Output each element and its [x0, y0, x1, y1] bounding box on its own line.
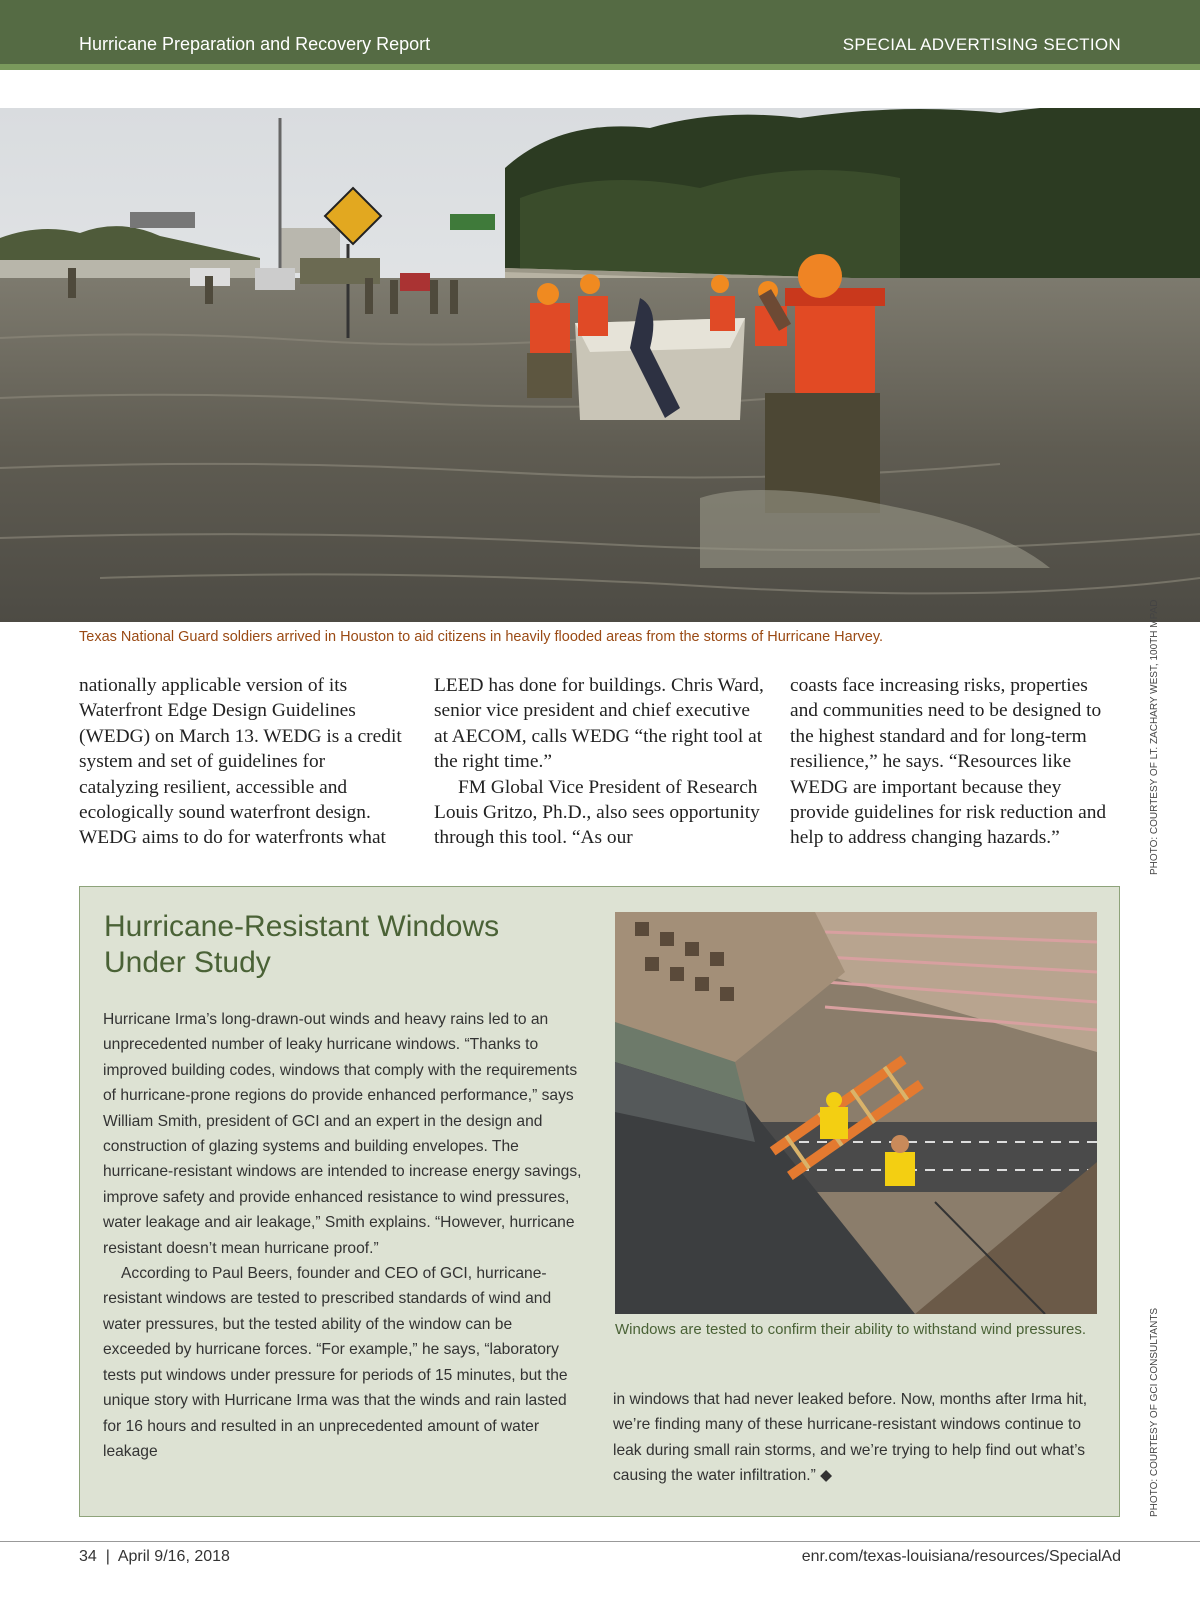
hero-caption: Texas National Guard soldiers arrived in Houston to aid citizens in heavily flooded areas from the storms of Hurricane Harvey.	[79, 629, 884, 645]
footer-url: enr.com/texas-louisiana/resources/SpecialAd	[801, 1548, 1121, 1565]
article-paragraph-text: FM Global Vice President of Research Louis Gritzo, Ph.D., also sees opportunity through this tool. “As our	[434, 776, 760, 849]
section-title: Hurricane Preparation and Recovery Report	[79, 34, 431, 54]
article-paragraph: coasts face increasing risks, properties and communities need to be designed to the highest standard and for long-term resilience,” he says. “Resources like WEDG are important because they provide guidelines for risk reduction and help to address changing hazards.”	[790, 675, 1107, 849]
window-testing-illustration	[615, 912, 1097, 1314]
sidebar-photo-credit: PHOTO: COURTESY OF GCI CONSULTANTS	[1149, 1307, 1160, 1517]
article-paragraph: nationally applicable version of its Waterfront Edge Design Guidelines (WEDG) on March 13. WEDG is a credit system and set of guidelines for catalyzing resilient, accessible and ecologically sound waterfront design. WEDG aims to do for waterfronts what	[79, 675, 402, 849]
sidebar-title: Hurricane-Resistant Windows Under Study	[104, 910, 500, 979]
section-label: SPECIAL ADVERTISING SECTION	[842, 35, 1121, 54]
hero-photo	[0, 108, 1200, 622]
header-rule	[0, 64, 1200, 70]
sidebar-box	[79, 886, 1120, 1517]
flood-rescue-illustration	[0, 108, 1200, 622]
hero-photo-credit: PHOTO: COURTESY OF LT. ZACHARY WEST, 100TH MPAD	[1149, 599, 1160, 875]
window-testing-photo	[615, 912, 1097, 1314]
article-paragraph-indented	[434, 775, 764, 851]
sidebar-paragraph-text: According to Paul Beers, founder and CEO of GCI, hurricane-resistant windows are tested to prescribed standards of wind and water pressures, but the tested ability of the window can be exceeded by hurricane forces. “For example,” he says, “laboratory tests put windows under pressure for periods of 15 minutes, but the unique story with Hurricane Irma was that the winds and rain lasted for 16 hours and resulted in an unprecedented amount of water leakage	[103, 1265, 568, 1460]
sidebar-paragraph-indented	[103, 1261, 583, 1464]
article-column-3	[790, 673, 1120, 851]
footer-rule	[0, 1541, 1200, 1542]
page-number-date: 34 | April 9/16, 2018	[79, 1548, 230, 1565]
sidebar-paragraph: in windows that had never leaked before. Now, months after Irma hit, we’re finding many of these hurricane-resistant windows continue to leak during small rain storms, and we’re trying to help find out what’s causing the water infiltration.” ◆	[613, 1391, 1088, 1485]
sidebar-photo-caption: Windows are tested to confirm their ability to withstand wind pressures.	[615, 1321, 1087, 1338]
sidebar-body-left	[103, 1007, 583, 1464]
article-column-1	[79, 673, 409, 851]
sidebar-paragraph: Hurricane Irma’s long-drawn-out winds and heavy rains led to an unprecedented number of leaky hurricane windows. “Thanks to improved building codes, windows that comply with the requirements of hurricane-prone regions do provide enhanced performance,” says William Smith, president of GCI and an expert in the design and construction of glazing systems and building envelopes. The hurricane-resistant windows are intended to increase energy savings, improve safety and provide enhanced resistance to wind pressures, water leakage and air leakage,” Smith explains. “However, hurricane resistant doesn’t mean hurricane proof.”	[103, 1011, 582, 1257]
article-column-2	[434, 673, 764, 851]
article-paragraph: LEED has done for buildings. Chris Ward, senior vice president and chief executive at AECOM, calls WEDG “the right tool at the right time.”	[434, 675, 764, 773]
sidebar-body-right	[613, 1387, 1103, 1489]
